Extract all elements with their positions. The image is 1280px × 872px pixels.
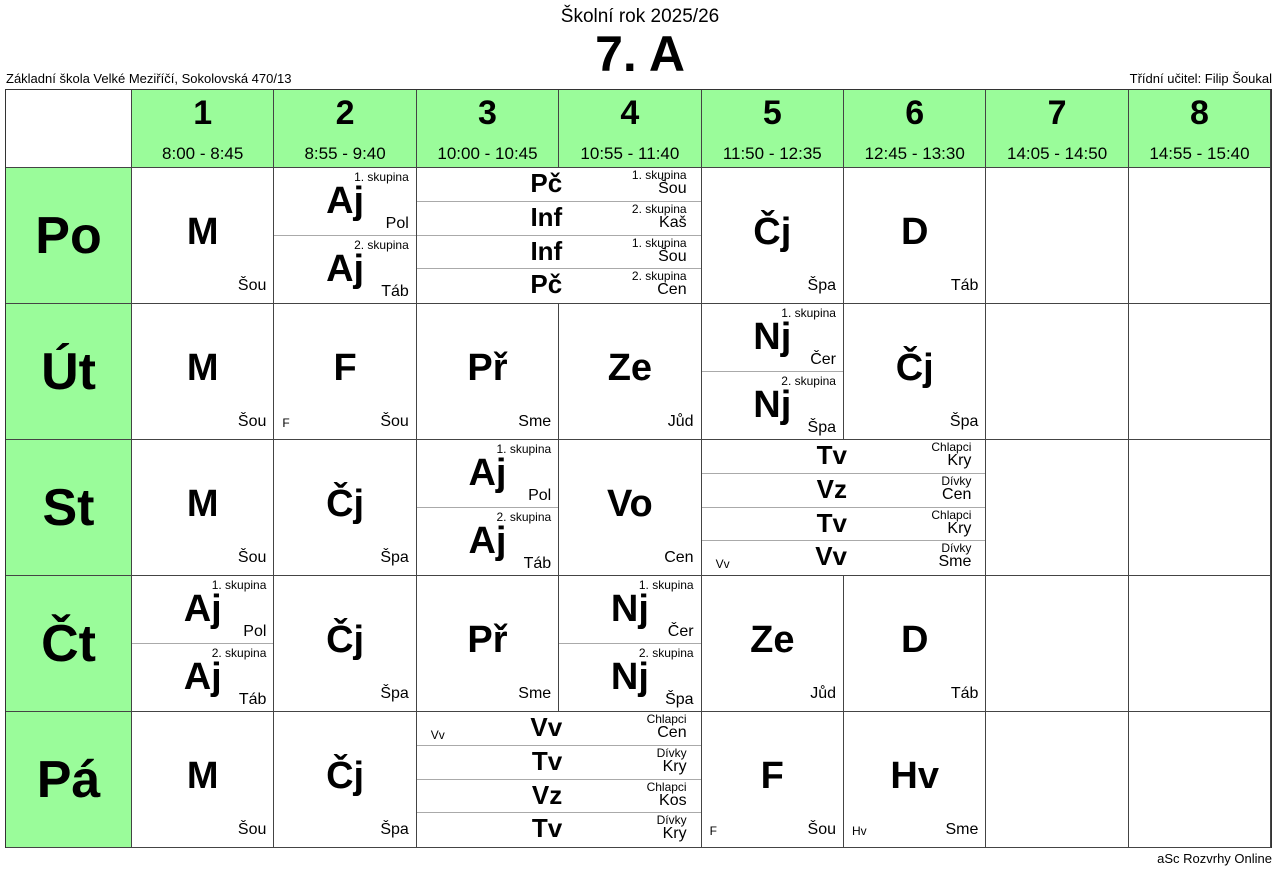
lesson-cell <box>702 576 844 712</box>
group-lesson <box>417 168 701 202</box>
group-lesson <box>274 168 415 236</box>
group-lesson <box>559 576 700 644</box>
day-header <box>6 576 132 712</box>
subject-label: F <box>760 755 784 797</box>
day-header <box>6 168 132 304</box>
subject-label: Nj <box>753 383 792 426</box>
lesson-cell <box>274 576 416 712</box>
lesson-cell <box>702 712 844 848</box>
lesson-cell <box>702 168 844 304</box>
group-lesson <box>417 440 558 508</box>
group-label: 1. skupina <box>631 235 687 250</box>
period-header <box>844 90 986 168</box>
teacher-label: Špa <box>807 277 836 294</box>
lesson-cell <box>417 440 559 576</box>
teacher-label: Cen <box>664 549 694 566</box>
teacher-label: Šou <box>237 549 267 566</box>
day-header <box>6 712 132 848</box>
group-lesson <box>417 712 701 746</box>
timetable-grid <box>5 89 1272 848</box>
group-label: 1. skupina <box>211 578 267 592</box>
subject-label: Př <box>467 347 508 389</box>
group-lesson <box>417 813 701 847</box>
group-label: Dívky <box>941 541 972 556</box>
teacher-label: Pol <box>243 622 267 640</box>
period-time: 10:00 - 10:45 <box>437 144 538 163</box>
teacher-label: Kaš <box>659 213 687 231</box>
subject-label: Aj <box>468 452 507 494</box>
subject-label: Nj <box>610 655 649 698</box>
teacher-label: Špa <box>380 549 409 566</box>
group-lesson <box>132 576 273 644</box>
teacher-label: Kos <box>659 791 687 809</box>
group-lesson <box>274 236 415 304</box>
teacher-label: Cen <box>657 281 687 299</box>
group-label: Dívky <box>941 473 972 488</box>
period-time: 8:00 - 8:45 <box>162 144 244 163</box>
period-number: 8 <box>1190 94 1209 132</box>
subject-label: Inf <box>530 235 563 266</box>
lesson-cell <box>1129 440 1271 576</box>
subject-label: Pč <box>530 269 563 300</box>
footer-credit: aSc Rozvrhy Online <box>1157 851 1272 866</box>
subject-label: Tv <box>531 813 563 844</box>
teacher-label: Sme <box>938 553 972 571</box>
teacher-label: Špa <box>380 821 409 838</box>
subject-label: Inf <box>530 201 563 232</box>
group-label: Chlapci <box>646 712 687 726</box>
subject-label: D <box>900 619 929 661</box>
group-label: 1. skupina <box>354 170 409 184</box>
teacher-label: Táb <box>950 685 979 702</box>
lesson-cell <box>274 304 416 440</box>
period-time: 10:55 - 11:40 <box>580 144 680 163</box>
teacher-label: Šou <box>237 277 267 294</box>
period-number: 2 <box>335 94 355 132</box>
teacher-label: Kry <box>947 519 972 537</box>
group-label: 2. skupina <box>354 237 409 252</box>
period-header <box>702 90 844 168</box>
group-label: 1. skupina <box>496 442 552 456</box>
room-label: F <box>709 824 717 838</box>
group-lesson <box>702 304 843 372</box>
day-name: Pá <box>36 751 101 809</box>
room-label: Vv <box>430 728 445 742</box>
lesson-cell <box>132 712 274 848</box>
group-label: 1. skupina <box>781 306 836 320</box>
period-number: 1 <box>193 94 213 132</box>
subject-label: Aj <box>326 247 365 290</box>
group-label: Chlapci <box>931 440 972 454</box>
teacher-label: Táb <box>950 277 979 294</box>
lesson-cell <box>417 712 702 848</box>
lesson-cell <box>844 576 986 712</box>
class-teacher: Třídní učitel: Filip Šoukal <box>1129 71 1272 86</box>
group-lesson <box>417 780 701 814</box>
subject-label: Vv <box>815 541 847 572</box>
period-number: 6 <box>905 94 925 132</box>
lesson-cell <box>986 304 1128 440</box>
lesson-cell <box>702 304 844 440</box>
teacher-label: Špa <box>949 413 979 430</box>
subject-label: Tv <box>816 440 847 470</box>
group-lesson <box>702 440 986 474</box>
lesson-cell <box>559 576 701 712</box>
lesson-cell <box>132 576 274 712</box>
period-header <box>417 90 559 168</box>
group-lesson <box>559 644 700 712</box>
subject-label: D <box>900 211 929 253</box>
subject-label: Nj <box>610 588 649 630</box>
teacher-label: Špa <box>665 691 694 708</box>
subject-label: F <box>333 347 357 389</box>
group-lesson <box>417 236 701 270</box>
subject-label: Čj <box>326 619 365 661</box>
lesson-cell <box>132 168 274 304</box>
group-label: Dívky <box>656 745 687 760</box>
lesson-cell <box>132 440 274 576</box>
lesson-cell <box>986 712 1128 848</box>
group-lesson <box>702 508 986 542</box>
subject-label: Hv <box>890 755 939 797</box>
period-time: 12:45 - 13:30 <box>864 144 965 163</box>
teacher-label: Čer <box>810 350 836 368</box>
teacher-label: Šou <box>658 180 687 197</box>
teacher-label: Šou <box>237 821 267 838</box>
lesson-cell <box>1129 304 1271 440</box>
lesson-cell <box>986 576 1128 712</box>
subject-label: Ze <box>607 347 653 389</box>
teacher-label: Šou <box>807 821 836 838</box>
day-name: Čt <box>41 615 96 673</box>
subject-label: Čj <box>326 483 365 525</box>
period-number: 7 <box>1047 94 1067 132</box>
day-name: Po <box>35 207 102 265</box>
group-label: 1. skupina <box>631 168 687 182</box>
group-label: Chlapci <box>646 779 687 794</box>
subject-label: Vo <box>607 483 653 525</box>
subject-label: Vv <box>530 712 563 742</box>
teacher-label: Špa <box>807 419 836 436</box>
teacher-label: Čer <box>667 622 694 640</box>
group-label: 2. skupina <box>211 645 267 660</box>
lesson-cell <box>986 440 1128 576</box>
subject-label: Př <box>467 619 508 661</box>
teacher-label: Sme <box>945 821 979 838</box>
group-lesson <box>417 202 701 236</box>
school-name: Základní škola Velké Meziříčí, Sokolovská 470/13 <box>6 71 292 86</box>
group-lesson <box>702 372 843 440</box>
subject-label: Nj <box>753 316 792 358</box>
room-label: Hv <box>852 824 867 838</box>
teacher-label: Pol <box>385 214 409 232</box>
subject-label: Vz <box>816 473 847 504</box>
subject-label: Aj <box>183 655 222 698</box>
period-header <box>1129 90 1271 168</box>
teacher-label: Špa <box>380 685 409 702</box>
day-header <box>6 304 132 440</box>
period-header <box>986 90 1128 168</box>
school-year: Školní rok 2025/26 <box>560 6 720 27</box>
group-label: 2. skupina <box>631 201 687 216</box>
teacher-label: Jůd <box>667 413 694 430</box>
period-number: 4 <box>620 94 640 132</box>
day-header <box>6 440 132 576</box>
subject-label: Ze <box>750 619 795 661</box>
lesson-cell <box>844 712 986 848</box>
lesson-cell <box>1129 712 1271 848</box>
class-title: 7. A <box>595 26 685 82</box>
teacher-label: Sme <box>518 413 552 430</box>
teacher-label: Táb <box>523 555 552 572</box>
period-header <box>559 90 701 168</box>
period-time: 8:55 - 9:40 <box>304 144 386 163</box>
period-header <box>274 90 416 168</box>
teacher-label: Šou <box>380 413 409 430</box>
subject-label: Čj <box>326 755 365 797</box>
group-label: 2. skupina <box>631 269 687 284</box>
teacher-label: Táb <box>238 691 267 708</box>
day-name: St <box>42 479 95 537</box>
group-label: 1. skupina <box>638 578 694 592</box>
lesson-cell <box>274 168 416 304</box>
teacher-label: Kry <box>662 825 687 843</box>
period-number: 3 <box>478 94 497 132</box>
lesson-cell <box>274 440 416 576</box>
teacher-label: Jůd <box>810 685 836 702</box>
room-label: F <box>282 416 290 430</box>
group-label: 2. skupina <box>638 645 694 660</box>
group-label: Chlapci <box>931 507 972 522</box>
subject-label: M <box>186 483 219 525</box>
period-number: 5 <box>762 94 782 132</box>
lesson-cell <box>702 440 987 576</box>
lesson-cell <box>417 168 702 304</box>
group-label: 2. skupina <box>496 509 552 524</box>
day-name: Út <box>41 343 96 401</box>
subject-label: Aj <box>183 588 222 630</box>
lesson-cell <box>132 304 274 440</box>
subject-label: Tv <box>816 507 847 538</box>
teacher-label: Kry <box>947 452 972 469</box>
group-lesson <box>132 644 273 712</box>
lesson-cell <box>274 712 416 848</box>
group-lesson <box>417 269 701 303</box>
subject-label: Aj <box>326 180 365 222</box>
subject-label: M <box>186 755 219 797</box>
lesson-cell <box>417 304 559 440</box>
lesson-cell <box>986 168 1128 304</box>
teacher-label: Pol <box>528 486 552 504</box>
lesson-cell <box>559 304 701 440</box>
subject-label: Čj <box>753 211 792 253</box>
lesson-cell <box>1129 576 1271 712</box>
teacher-label: Cen <box>657 724 687 741</box>
teacher-label: Táb <box>381 283 409 300</box>
group-label: 2. skupina <box>781 373 836 388</box>
period-time: 14:55 - 15:40 <box>1149 144 1250 163</box>
subject-label: M <box>186 211 219 253</box>
teacher-label: Kry <box>662 757 687 775</box>
room-label: Vv <box>715 557 730 572</box>
period-header <box>132 90 274 168</box>
teacher-label: Cen <box>942 485 972 503</box>
subject-label: Tv <box>531 745 563 776</box>
lesson-cell <box>844 304 986 440</box>
subject-label: Aj <box>468 519 507 562</box>
corner-cell <box>6 90 132 168</box>
teacher-label: Šou <box>237 413 267 430</box>
teacher-label: Šou <box>658 247 687 265</box>
subject-label: Pč <box>530 168 563 198</box>
group-lesson <box>702 474 986 508</box>
subject-label: M <box>186 347 219 389</box>
lesson-cell <box>844 168 986 304</box>
group-label: Dívky <box>656 813 687 828</box>
period-time: 14:05 - 14:50 <box>1006 144 1108 163</box>
subject-label: Vz <box>531 779 563 810</box>
lesson-cell <box>1129 168 1271 304</box>
teacher-label: Sme <box>518 685 552 702</box>
period-time: 11:50 - 12:35 <box>722 144 822 163</box>
group-lesson <box>702 541 986 575</box>
subject-label: Čj <box>895 347 934 389</box>
group-lesson <box>417 746 701 780</box>
lesson-cell <box>417 576 559 712</box>
group-lesson <box>417 508 558 576</box>
lesson-cell <box>559 440 701 576</box>
